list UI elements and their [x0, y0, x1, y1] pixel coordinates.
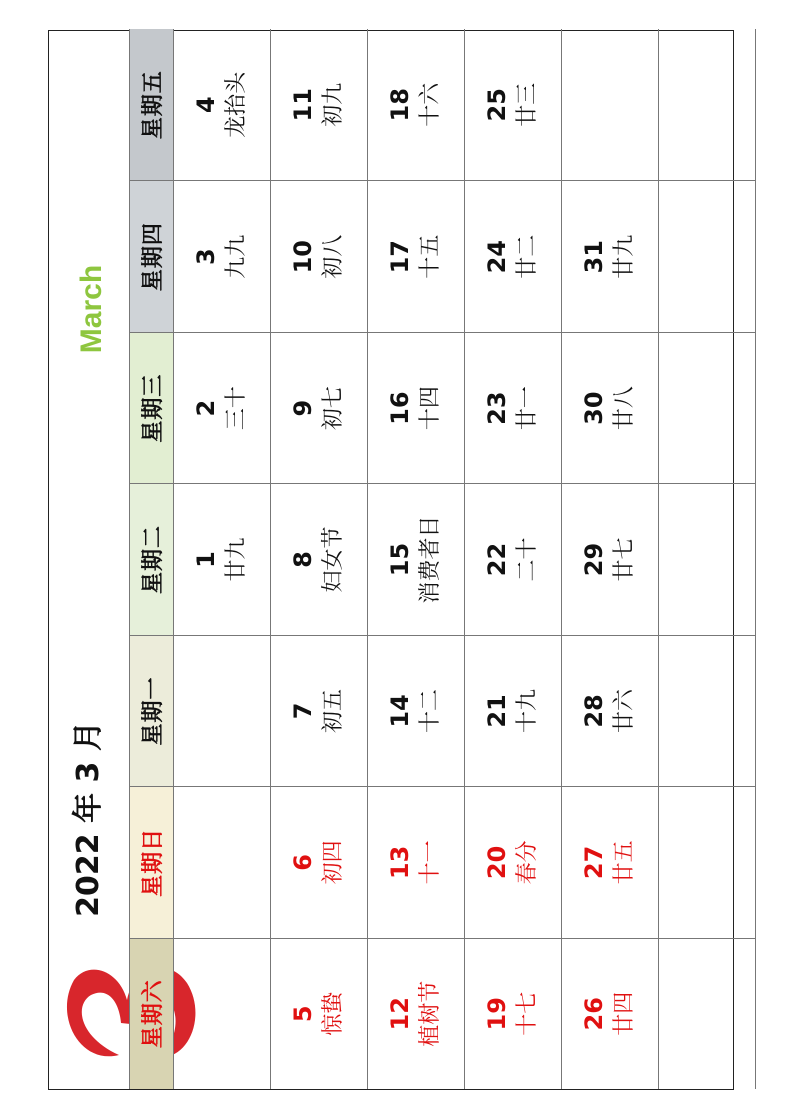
day-cell	[465, 483, 562, 634]
day-lunar-label: 二十	[515, 537, 540, 582]
calendar-header	[49, 29, 129, 1089]
weekday-header-row	[129, 29, 174, 1089]
day-cell	[465, 938, 562, 1089]
day-number: 13	[386, 845, 414, 880]
day-number: 6	[289, 854, 317, 871]
day-lunar-label: 十五	[418, 234, 443, 279]
day-number: 18	[386, 88, 414, 122]
day-number: 22	[483, 542, 511, 577]
calendar-page	[48, 30, 734, 1090]
weekday-header-sun	[129, 786, 174, 937]
day-number: 27	[580, 845, 608, 880]
day-cell	[659, 29, 756, 180]
day-number: 17	[386, 239, 414, 274]
day-cell	[271, 180, 368, 331]
day-cell	[465, 786, 562, 937]
day-cell	[562, 332, 659, 483]
day-number: 24	[483, 239, 511, 274]
day-cell	[174, 180, 271, 331]
day-number: 26	[580, 997, 608, 1031]
day-lunar-label: 初四	[321, 840, 346, 885]
weekday-header-sat	[129, 938, 174, 1089]
day-lunar-label: 初八	[321, 234, 346, 279]
day-cell	[368, 483, 465, 634]
week-row-3	[368, 29, 465, 1089]
day-lunar-label: 龙抬头	[224, 71, 249, 138]
day-cell	[562, 483, 659, 634]
weekday-label: 星期五	[141, 70, 166, 140]
day-cell	[562, 635, 659, 786]
day-lunar-label: 十九	[515, 688, 540, 733]
day-cell	[368, 29, 465, 180]
calendar-grid	[129, 29, 735, 1089]
calendar-title: 2022 年 3 月	[71, 721, 106, 917]
day-lunar-label: 初九	[321, 82, 346, 127]
day-lunar-label: 三十	[224, 386, 249, 431]
day-number: 21	[483, 694, 511, 728]
day-number: 4	[192, 96, 220, 114]
day-number: 3	[192, 248, 220, 266]
day-number: 29	[580, 542, 608, 577]
day-lunar-label: 廿一	[515, 386, 540, 431]
day-lunar-label: 十四	[418, 386, 443, 431]
day-lunar-label: 九九	[224, 234, 249, 279]
day-number: 7	[289, 702, 317, 720]
day-cell	[174, 635, 271, 786]
day-number: 2	[192, 399, 220, 417]
day-cell	[562, 29, 659, 180]
day-cell	[659, 483, 756, 634]
day-number: 20	[483, 845, 511, 880]
day-lunar-label: 廿六	[612, 688, 637, 733]
weekday-header-tue	[129, 483, 174, 634]
day-number: 11	[289, 88, 317, 122]
day-number: 5	[289, 1005, 317, 1023]
week-row-4	[465, 29, 562, 1089]
week-row-2	[271, 29, 368, 1089]
day-cell	[368, 332, 465, 483]
day-cell	[271, 29, 368, 180]
day-lunar-label: 惊蛰	[321, 991, 346, 1036]
day-number: 9	[289, 399, 317, 417]
day-lunar-label: 廿九	[224, 537, 249, 582]
day-cell	[465, 29, 562, 180]
day-lunar-label: 十六	[418, 82, 443, 127]
weekday-label: 星期一	[141, 676, 166, 746]
day-cell	[465, 635, 562, 786]
weekday-header-wed	[129, 332, 174, 483]
day-lunar-label: 植树节	[418, 980, 443, 1047]
day-cell	[271, 483, 368, 634]
day-lunar-label: 廿三	[515, 82, 540, 127]
day-number: 15	[386, 542, 414, 577]
day-number: 30	[580, 391, 608, 425]
day-lunar-label: 消费者日	[418, 515, 443, 604]
day-cell	[368, 635, 465, 786]
week-row-6	[659, 29, 756, 1089]
week-row-5	[562, 29, 659, 1089]
weekday-header-fri	[129, 29, 174, 180]
day-cell	[174, 938, 271, 1089]
day-cell	[465, 180, 562, 331]
day-lunar-label: 妇女节	[321, 526, 346, 593]
day-number: 10	[289, 239, 317, 274]
day-number: 25	[483, 88, 511, 122]
day-cell	[562, 786, 659, 937]
day-number: 28	[580, 694, 608, 728]
day-lunar-label: 廿九	[612, 234, 637, 279]
day-lunar-label: 十二	[418, 688, 443, 733]
weekday-label: 星期二	[141, 525, 166, 595]
day-number: 1	[192, 551, 220, 568]
day-cell	[271, 786, 368, 937]
day-lunar-label: 廿四	[612, 991, 637, 1036]
day-number: 16	[386, 391, 414, 425]
day-cell	[271, 938, 368, 1089]
month-english-label: March	[75, 264, 108, 354]
day-cell	[562, 180, 659, 331]
day-lunar-label: 十一	[418, 840, 443, 885]
day-cell	[368, 786, 465, 937]
day-cell	[659, 786, 756, 937]
day-cell	[659, 180, 756, 331]
day-cell	[271, 332, 368, 483]
day-number: 31	[580, 239, 608, 274]
day-lunar-label: 廿二	[515, 234, 540, 279]
day-cell	[174, 786, 271, 937]
day-number: 12	[386, 997, 414, 1031]
day-lunar-label: 十七	[515, 991, 540, 1036]
day-cell	[271, 635, 368, 786]
weekday-label: 星期六	[141, 979, 166, 1049]
day-cell	[465, 332, 562, 483]
day-cell	[174, 29, 271, 180]
day-number: 14	[386, 694, 414, 728]
day-lunar-label: 春分	[515, 840, 540, 885]
day-lunar-label: 初七	[321, 386, 346, 431]
weekday-header-mon	[129, 635, 174, 786]
day-cell	[368, 938, 465, 1089]
day-lunar-label: 廿八	[612, 386, 637, 431]
day-lunar-label: 廿五	[612, 840, 637, 885]
weekday-label: 星期日	[141, 827, 166, 897]
day-lunar-label: 廿七	[612, 537, 637, 582]
weekday-header-thu	[129, 180, 174, 331]
weekday-label: 星期三	[141, 373, 166, 443]
day-number: 19	[483, 997, 511, 1031]
day-cell	[659, 332, 756, 483]
day-number: 23	[483, 391, 511, 425]
day-number: 8	[289, 551, 317, 568]
day-cell	[368, 180, 465, 331]
day-cell	[562, 938, 659, 1089]
day-lunar-label: 初五	[321, 688, 346, 733]
day-cell	[659, 938, 756, 1089]
weekday-label: 星期四	[141, 222, 166, 292]
day-cell	[174, 483, 271, 634]
day-cell	[659, 635, 756, 786]
week-row-1	[174, 29, 271, 1089]
day-cell	[174, 332, 271, 483]
